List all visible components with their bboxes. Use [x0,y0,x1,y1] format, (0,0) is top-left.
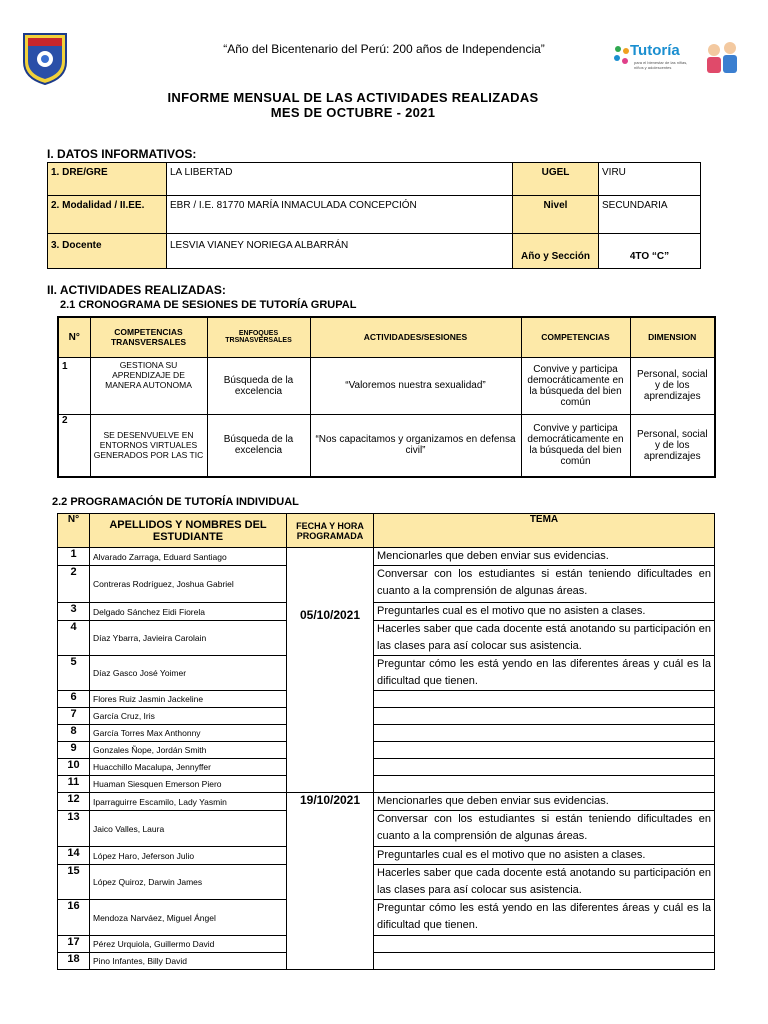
grupal-header: COMPETENCIAS [521,317,630,357]
student-number: 12 [58,793,90,811]
grupal-number: 1 [58,357,90,414]
table-row [58,603,715,621]
scheduled-date: 19/10/2021 [287,793,374,970]
student-number: 14 [58,847,90,865]
student-tema [374,691,715,708]
table-row [58,900,715,936]
student-tema [374,742,715,759]
student-number: 4 [58,621,90,656]
info-label: Nivel [513,196,599,234]
student-number: 5 [58,656,90,691]
student-number: 2 [58,566,90,603]
tutoria-logo [612,40,744,78]
student-tema: Preguntar cómo les está yendo en las diferentes áreas y cuál es la dificultad que tienen. [374,656,715,691]
individual-header: N° [58,514,90,548]
grupal-row [58,414,715,477]
student-tema: Hacerles saber que cada docente está anotando su participación en las clases para así colocar sus asistencia. [374,621,715,656]
table-row [58,936,715,953]
section2-heading: II. ACTIVIDADES REALIZADAS: [47,283,226,297]
grupal-actividad: “Nos capacitamos y organizamos en defensa civil” [310,414,521,477]
table-row [58,847,715,865]
motto: “Año del Bicentenario del Perú: 200 años de Independencia” [223,42,545,56]
individual-header-row [58,514,715,548]
table-row [58,759,715,776]
individual-header: FECHA Y HORA PROGRAMADA [287,514,374,548]
individual-subheading: 2.2 PROGRAMACIÓN DE TUTORÍA INDIVIDUAL [52,496,299,508]
student-name: Mendoza Narváez, Miguel Ángel [90,900,287,936]
student-tema [374,776,715,793]
grupal-header: ENFOQUES TRSNASVERSALES [207,317,310,357]
student-name: García Torres Max Anthonny [90,725,287,742]
grupal-enfoque: Búsqueda de la excelencia [207,357,310,414]
report-title: INFORME MENSUAL DE LAS ACTIVIDADES REALIZADAS [167,90,539,105]
grupal-header: ACTIVIDADES/SESIONES [310,317,521,357]
grupal-competencia: Convive y participa democráticamente en la búsqueda del bien común [521,414,630,477]
info-table [47,162,701,269]
section1-heading: I. DATOS INFORMATIVOS: [47,147,197,161]
student-tema: Preguntarles cual es el motivo que no asisten a clases. [374,603,715,621]
student-number: 1 [58,548,90,566]
table-row [58,621,715,656]
report-subtitle: MES DE OCTUBRE - 2021 [270,105,436,120]
info-value: EBR / I.E. 81770 MARÍA INMACULADA CONCEPCIÓN [167,196,513,234]
student-number: 13 [58,811,90,847]
table-row [58,691,715,708]
student-number: 10 [58,759,90,776]
info-label: 3. Docente [48,234,167,269]
grupal-enfoque: Búsqueda de la excelencia [207,414,310,477]
student-name: Pino Infantes, Billy David [90,953,287,970]
student-name: Delgado Sánchez Eidi Fiorela [90,603,287,621]
student-number: 6 [58,691,90,708]
individual-header: TEMA [374,514,715,548]
student-name: Díaz Gasco José Yoimer [90,656,287,691]
table-row [58,811,715,847]
student-name: Jaico Valles, Laura [90,811,287,847]
student-tema: Hacerles saber que cada docente está anotando su participación en las clases para así colocar sus asistencia. [374,865,715,900]
logo-title: Tutoría [630,42,680,59]
student-name: Alvarado Zarraga, Eduard Santiago [90,548,287,566]
children-illustration-icon [702,40,742,78]
info-value: LA LIBERTAD [167,163,513,196]
student-name: Contreras Rodríguez, Joshua Gabriel [90,566,287,603]
student-number: 18 [58,953,90,970]
table-row [58,708,715,725]
grupal-dimension: Personal, social y de los aprendizajes [630,414,715,477]
info-value: SECUNDARIA [599,196,701,234]
student-name: López Haro, Jeferson Julio [90,847,287,865]
student-name: López Quiroz, Darwin James [90,865,287,900]
student-number: 9 [58,742,90,759]
individual-table [57,513,715,970]
grupal-header: DIMENSION [630,317,715,357]
student-number: 17 [58,936,90,953]
student-tema [374,936,715,953]
info-row [48,234,701,269]
table-row [58,742,715,759]
student-name: Flores Ruiz Jasmin Jackeline [90,691,287,708]
table-row [58,793,715,811]
student-tema [374,759,715,776]
table-row [58,865,715,900]
student-tema: Conversar con los estudiantes si están teniendo dificultades en cuanto a la comprensión de algunas áreas. [374,566,715,603]
scheduled-date: 05/10/2021 [287,548,374,793]
table-row [58,725,715,742]
school-shield-icon [22,32,68,86]
info-row [48,196,701,234]
student-number: 16 [58,900,90,936]
grupal-competencia-transversal: GESTIONA SU APRENDIZAJE DE MANERA AUTONOMA [90,357,207,414]
logo-subtitle: para el bienestar de las niñas, niños y adolescentes [634,60,688,70]
grupal-subheading: 2.1 CRONOGRAMA DE SESIONES DE TUTORÍA GRUPAL [60,299,357,311]
student-number: 11 [58,776,90,793]
student-number: 7 [58,708,90,725]
table-row [58,656,715,691]
student-number: 3 [58,603,90,621]
grupal-actividad: “Valoremos nuestra sexualidad” [310,357,521,414]
info-label: 2. Modalidad / II.EE. [48,196,167,234]
info-row [48,163,701,196]
grupal-header: N° [58,317,90,357]
info-value: VIRU [599,163,701,196]
student-name: García Cruz, Iris [90,708,287,725]
student-name: Pérez Urquiola, Guillermo David [90,936,287,953]
grupal-number: 2 [58,414,90,477]
grupal-table [57,316,716,478]
student-tema: Preguntar cómo les está yendo en las diferentes áreas y cuál es la dificultad que tienen. [374,900,715,936]
grupal-row [58,357,715,414]
student-tema [374,708,715,725]
info-label: Año y Sección [513,234,599,269]
info-label: UGEL [513,163,599,196]
table-row [58,953,715,970]
student-tema [374,725,715,742]
grupal-dimension: Personal, social y de los aprendizajes [630,357,715,414]
individual-header: APELLIDOS Y NOMBRES DEL ESTUDIANTE [90,514,287,548]
info-value: LESVIA VIANEY NORIEGA ALBARRÁN [167,234,513,269]
student-tema: Preguntarles cual es el motivo que no asisten a clases. [374,847,715,865]
info-label: 1. DRE/GRE [48,163,167,196]
student-name: Huaman Siesquen Emerson Piero [90,776,287,793]
student-name: Huacchillo Macalupa, Jennyffer [90,759,287,776]
student-tema: Mencionarles que deben enviar sus evidencias. [374,548,715,566]
info-value: 4TO “C” [599,234,701,269]
table-row [58,776,715,793]
student-name: Díaz Ybarra, Javieira Carolain [90,621,287,656]
grupal-competencia: Convive y participa democráticamente en la búsqueda del bien común [521,357,630,414]
student-number: 8 [58,725,90,742]
student-number: 15 [58,865,90,900]
student-tema: Conversar con los estudiantes si están teniendo dificultades en cuanto a la comprensión de algunas áreas. [374,811,715,847]
tutoria-dots-icon [612,44,632,68]
student-tema: Mencionarles que deben enviar sus evidencias. [374,793,715,811]
table-row [58,548,715,566]
student-name: Iparraguirre Escamilo, Lady Yasmin [90,793,287,811]
student-tema [374,953,715,970]
grupal-header-row [58,317,715,357]
table-row [58,566,715,603]
grupal-competencia-transversal: SE DESENVUELVE EN ENTORNOS VIRTUALES GENERADOS POR LAS TIC [90,414,207,477]
student-name: Gonzales Ñope, Jordán Smith [90,742,287,759]
grupal-header: COMPETENCIAS TRANSVERSALES [90,317,207,357]
